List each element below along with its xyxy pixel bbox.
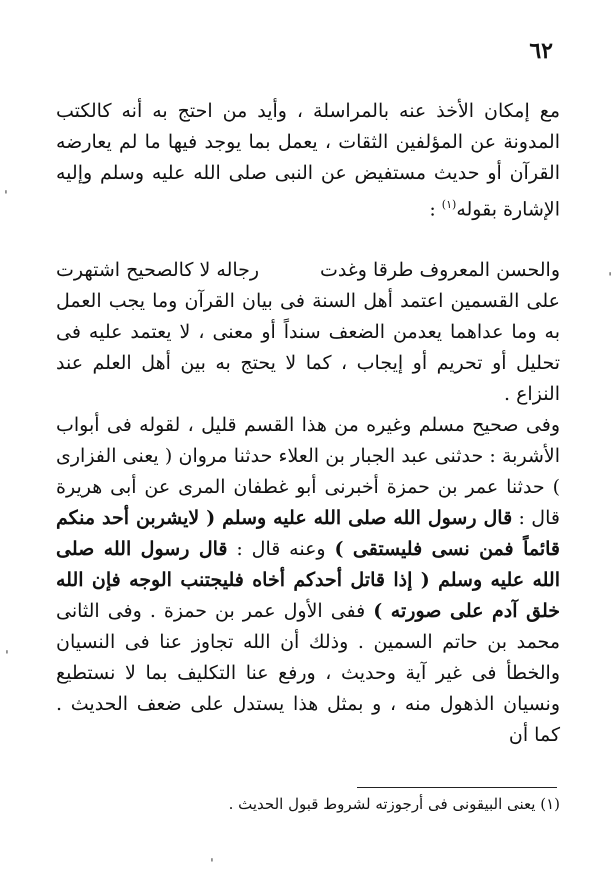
hadith-quote-2: قال رسول الله صلى الله عليه وسلم ( إذا قاتل أحدكم أخاه فليجتنب الوجه فإن الله خلق آدم على صورته ) xyxy=(56,538,560,622)
poem-verse xyxy=(56,255,560,286)
paragraph-1 xyxy=(56,96,560,225)
paragraph-3-intro: وفى صحيح مسلم وغيره من هذا القسم قليل ، لقوله فى أبواب الأشربة : حدثنى عبد الجبار بن العلاء حدثنا مروان ( يعنى الفزارى ) حدثنا عمر بن حمزة أخبرنى أبو غطفان المرى عن أبى هريرة قال : xyxy=(56,414,560,529)
margin-mark: ˌ xyxy=(608,262,612,278)
paragraph-1-text: مع إمكان الأخذ عنه بالمراسلة ، وأيد من احتج به أنه كالكتب المدونة عن المؤلفين الثقات ، يعمل بما يوجد فيها ما لم يعارضه القرآن أو حديث مستفيض عن النبى صلى الله عليه وسلم وإليه الإشارة بقوله xyxy=(56,100,560,221)
margin-mark: ˌ xyxy=(4,180,8,196)
page-number: ٦٢ xyxy=(529,38,553,64)
paragraph-3 xyxy=(56,410,560,751)
paragraph-3-middle: وعنه قال : xyxy=(227,538,335,560)
paragraph-3-rest: ففى الأول عمر بن حمزة . وفى الثانى محمد بن حاتم السمين . وذلك أن الله تجاوز عنا فى النسيان والخطأ فى غير آية وحديث ، ورفع عنا التكليف بما لا نستطيع ونسيان الذهول منه ، و بمثل هذا يستدل على ضعف الحديث . كما أن xyxy=(56,600,560,746)
footnote: (١) يعنى البيقونى فى أرجوزته لشروط قبول الحديث . xyxy=(228,795,560,813)
footnote-divider xyxy=(357,787,557,788)
margin-mark: ˌ xyxy=(5,640,9,656)
poem-hemistich-second: رجاله لا كالصحيح اشتهرت xyxy=(56,259,260,281)
footnote-reference: (١) xyxy=(441,198,457,211)
hadith-quote-1: قال رسول الله صلى الله عليه وسلم ( لايشربن أحد منكم قائماً فمن نسى فليستقى ) xyxy=(56,507,560,560)
margin-mark: ˌ xyxy=(210,848,214,864)
poem-hemistich-first: والحسن المعروف طرقا وغدت xyxy=(319,259,560,281)
paragraph-2: على القسمين اعتمد أهل السنة فى بيان القرآن وما يجب العمل به وما عداهما يعدمن الضعف سنداً أو معنى ، لا يعتمد عليه فى تحليل أو تحريم أو إيجاب ، كما لا يحتج به بين أهل العلم عند النزاع . xyxy=(56,290,560,405)
paragraph-1-end: : xyxy=(429,198,442,221)
